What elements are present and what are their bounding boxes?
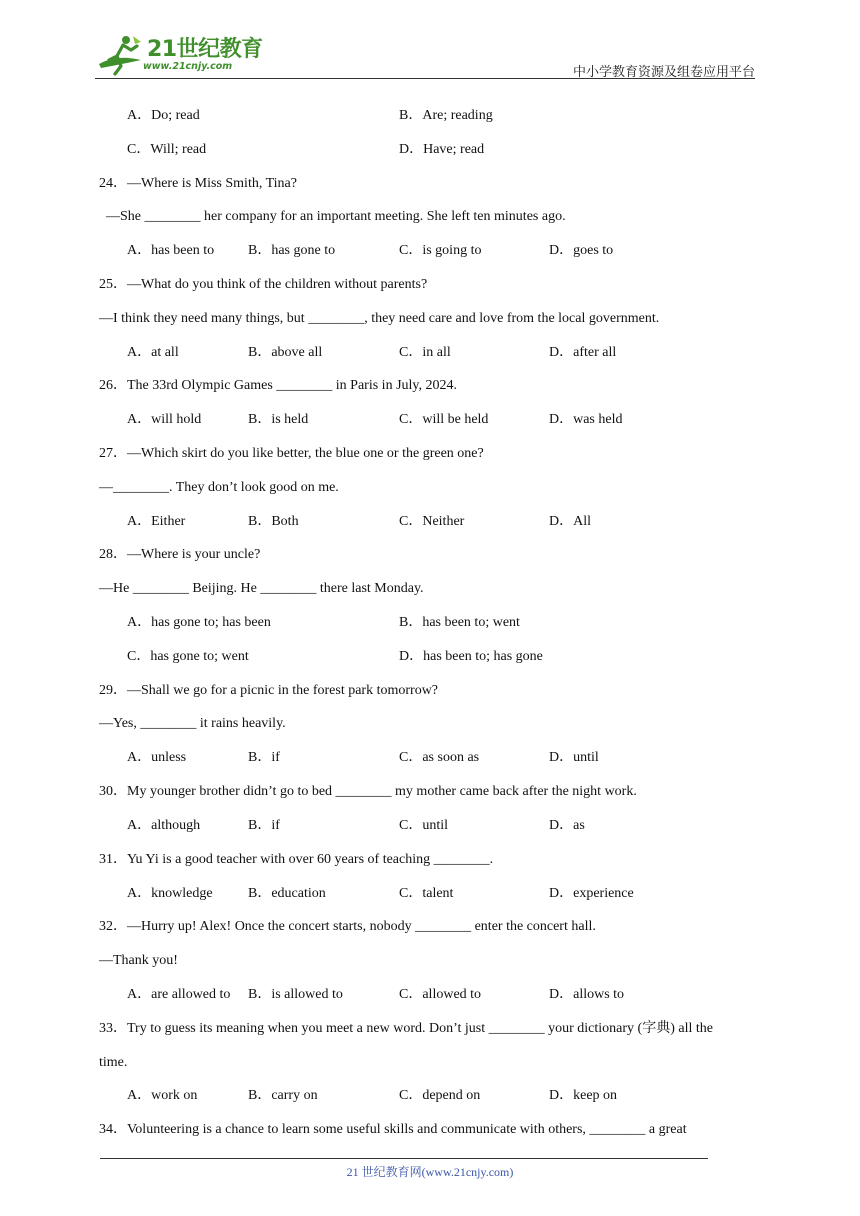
answer-option: D．goes to [549, 243, 614, 258]
answer-option: A．has been to [127, 243, 215, 258]
answer-option: B．carry on [248, 1088, 318, 1103]
answer-option: D．allows to [549, 987, 625, 1002]
answer-option: C．has gone to; went [127, 649, 249, 664]
site-logo [95, 34, 265, 78]
logo-text: 21世纪教育 [147, 37, 263, 62]
question-line: 29．—Shall we go for a picnic in the forest park tomorrow? [99, 683, 439, 698]
answer-option: B．if [248, 818, 280, 833]
question-line: 31．Yu Yi is a good teacher with over 60 years of teaching ________. [99, 852, 494, 867]
answer-option: B．is held [248, 412, 309, 427]
answer-option: A．Either [127, 514, 186, 529]
answer-option: A．at all [127, 345, 179, 360]
answer-option: B．if [248, 750, 280, 765]
question-line: —She ________ her company for an important meeting. She left ten minutes ago. [106, 209, 566, 224]
question-line: 33．Try to guess its meaning when you meet a new word. Don’t just ________ your dictionary (字典) all the [99, 1021, 713, 1036]
answer-option: B．has been to; went [399, 615, 520, 630]
runner-icon [95, 34, 147, 78]
question-line: —Thank you! [99, 953, 178, 968]
answer-option: A．Do; read [127, 108, 200, 123]
answer-option: A．although [127, 818, 201, 833]
question-line: time. [99, 1055, 128, 1070]
question-line: 25．—What do you think of the children without parents? [99, 277, 428, 292]
answer-option: C．Will; read [127, 142, 207, 157]
logo-subtext: www.21cnjy.com [143, 61, 233, 72]
question-line: —Yes, ________ it rains heavily. [99, 716, 286, 731]
footer-text: 21 世纪教育网(www.21cnjy.com) [346, 1165, 514, 1179]
answer-option: B．above all [248, 345, 323, 360]
answer-option: D．has been to; has gone [399, 649, 543, 664]
answer-option: C．depend on [399, 1088, 481, 1103]
answer-option: A．unless [127, 750, 187, 765]
answer-option: B．education [248, 886, 326, 901]
answer-option: C．allowed to [399, 987, 482, 1002]
answer-option: B．Are; reading [399, 108, 493, 123]
question-line: 32．—Hurry up! Alex! Once the concert starts, nobody ________ enter the concert hall. [99, 919, 596, 934]
answer-option: A．knowledge [127, 886, 213, 901]
answer-option: D．All [549, 514, 591, 529]
answer-option: A．will hold [127, 412, 202, 427]
answer-option: C．will be held [399, 412, 489, 427]
answer-option: D．was held [549, 412, 623, 427]
answer-option: D．after all [549, 345, 617, 360]
page-header [95, 30, 755, 80]
answer-option: B．is allowed to [248, 987, 343, 1002]
footer-divider [100, 1158, 708, 1159]
answer-option: C．talent [399, 886, 454, 901]
answer-option: C．in all [399, 345, 451, 360]
answer-option: C．is going to [399, 243, 482, 258]
answer-option: D．until [549, 750, 599, 765]
question-line: —I think they need many things, but ________, they need care and love from the local government. [99, 311, 660, 326]
question-line: —He ________ Beijing. He ________ there last Monday. [99, 581, 424, 596]
answer-option: B．has gone to [248, 243, 336, 258]
answer-option: A．work on [127, 1088, 198, 1103]
question-line: 30．My younger brother didn’t go to bed ________ my mother came back after the night work. [99, 784, 637, 799]
question-line: —________. They don’t look good on me. [99, 480, 339, 495]
question-line: 26．The 33rd Olympic Games ________ in Paris in July, 2024. [99, 378, 458, 393]
answer-option: B．Both [248, 514, 299, 529]
question-line: 28．—Where is your uncle? [99, 547, 261, 562]
question-line: 27．—Which skirt do you like better, the blue one or the green one? [99, 446, 484, 461]
answer-option: D．as [549, 818, 585, 833]
answer-option: D．experience [549, 886, 634, 901]
answer-option: A．has gone to; has been [127, 615, 271, 630]
header-platform-title: 中小学教育资源及组卷应用平台 [572, 64, 755, 79]
answer-option: C．as soon as [399, 750, 480, 765]
answer-option: C．Neither [399, 514, 465, 529]
answer-option: C．until [399, 818, 449, 833]
answer-option: D．Have; read [399, 142, 485, 157]
question-line: 24．—Where is Miss Smith, Tina? [99, 176, 297, 191]
answer-option: D．keep on [549, 1088, 618, 1103]
header-divider [95, 78, 755, 79]
answer-option: A．are allowed to [127, 987, 231, 1002]
question-line: 34．Volunteering is a chance to learn some useful skills and communicate with others, ________ a great [99, 1122, 687, 1137]
